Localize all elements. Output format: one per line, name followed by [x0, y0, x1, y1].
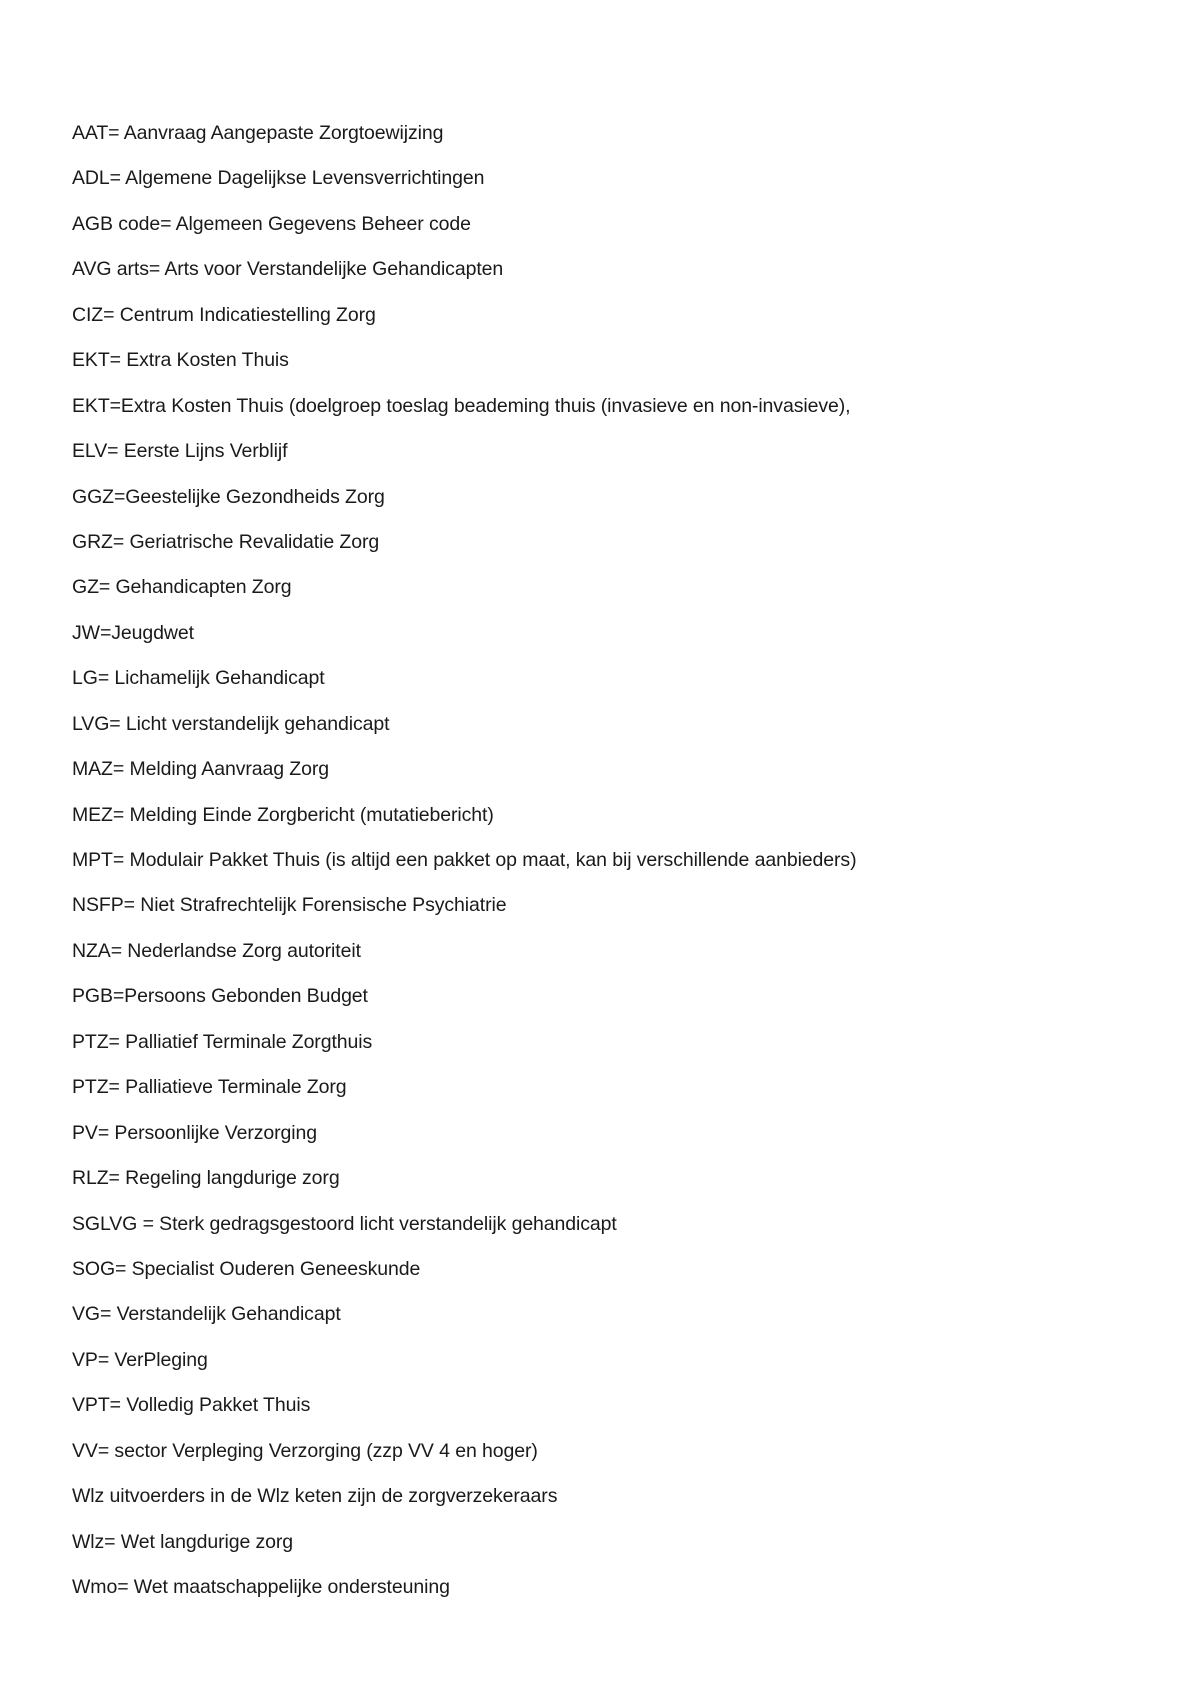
abbreviation-entry: AAT= Aanvraag Aangepaste Zorgtoewijzing — [72, 122, 444, 144]
abbreviation-entry: Wmo= Wet maatschappelijke ondersteuning — [72, 1576, 450, 1598]
abbreviation-entry: VP= VerPleging — [72, 1348, 208, 1371]
abbreviation-entry: MPT= Modulair Pakket Thuis (is altijd een pakket op maat, kan bij verschillende aanbieders) — [72, 849, 857, 871]
abbreviation-entry: GRZ= Geriatrische Revalidatie Zorg — [72, 530, 380, 553]
abbreviation-entry: SGLVG = Sterk gedragsgestoord licht verstandelijk gehandicapt — [72, 1212, 617, 1235]
abbreviation-entry: LVG= Licht verstandelijk gehandicapt — [72, 712, 390, 735]
abbreviation-entry: Wlz= Wet langdurige zorg — [72, 1530, 294, 1553]
abbreviation-entry: NSFP= Niet Strafrechtelijk Forensische Psychiatrie — [72, 894, 507, 917]
abbreviation-entry: VPT= Volledig Pakket Thuis — [72, 1394, 311, 1417]
abbreviation-entry: ELV= Eerste Lijns Verblijf — [72, 440, 288, 463]
abbreviation-entry: CIZ= Centrum Indicatiestelling Zorg — [72, 303, 376, 326]
abbreviation-entry: SOG= Specialist Ouderen Geneeskunde — [72, 1257, 421, 1280]
abbreviation-entry: RLZ= Regeling langdurige zorg — [72, 1167, 340, 1190]
abbreviation-entry: JW=Jeugdwet — [72, 621, 194, 644]
abbreviation-entry: PV= Persoonlijke Verzorging — [72, 1121, 317, 1144]
abbreviation-entry: GGZ=Geestelijke Gezondheids Zorg — [72, 485, 385, 508]
abbreviation-entry: Wlz uitvoerders in de Wlz keten zijn de zorgverzekeraars — [72, 1485, 558, 1508]
abbreviation-entry: LG= Lichamelijk Gehandicapt — [72, 667, 325, 690]
abbreviation-entry: EKT=Extra Kosten Thuis (doelgroep toeslag beademing thuis (invasieve en non-invasieve), — [72, 394, 851, 417]
abbreviation-entry: MAZ= Melding Aanvraag Zorg — [72, 758, 329, 781]
abbreviation-entry: MEZ= Melding Einde Zorgbericht (mutatiebericht) — [72, 803, 494, 826]
abbreviation-entry: VV= sector Verpleging Verzorging (zzp VV 4 en hoger) — [72, 1439, 538, 1462]
abbreviation-entry: VG= Verstandelijk Gehandicapt — [72, 1303, 341, 1326]
abbreviation-entry: PTZ= Palliatief Terminale Zorgthuis — [72, 1030, 373, 1053]
abbreviation-entry: ADL= Algemene Dagelijkse Levensverrichtingen — [72, 167, 485, 190]
abbreviation-list — [72, 120, 856, 1619]
abbreviation-entry: AVG arts= Arts voor Verstandelijke Gehandicapten — [72, 258, 504, 281]
abbreviation-entry: GZ= Gehandicapten Zorg — [72, 576, 292, 599]
abbreviation-entry: PTZ= Palliatieve Terminale Zorg — [72, 1076, 347, 1099]
abbreviation-entry: AGB code= Algemeen Gegevens Beheer code — [72, 212, 471, 235]
abbreviation-entry: NZA= Nederlandse Zorg autoriteit — [72, 939, 361, 962]
abbreviation-entry: PGB=Persoons Gebonden Budget — [72, 985, 368, 1008]
abbreviation-entry: EKT= Extra Kosten Thuis — [72, 349, 289, 372]
